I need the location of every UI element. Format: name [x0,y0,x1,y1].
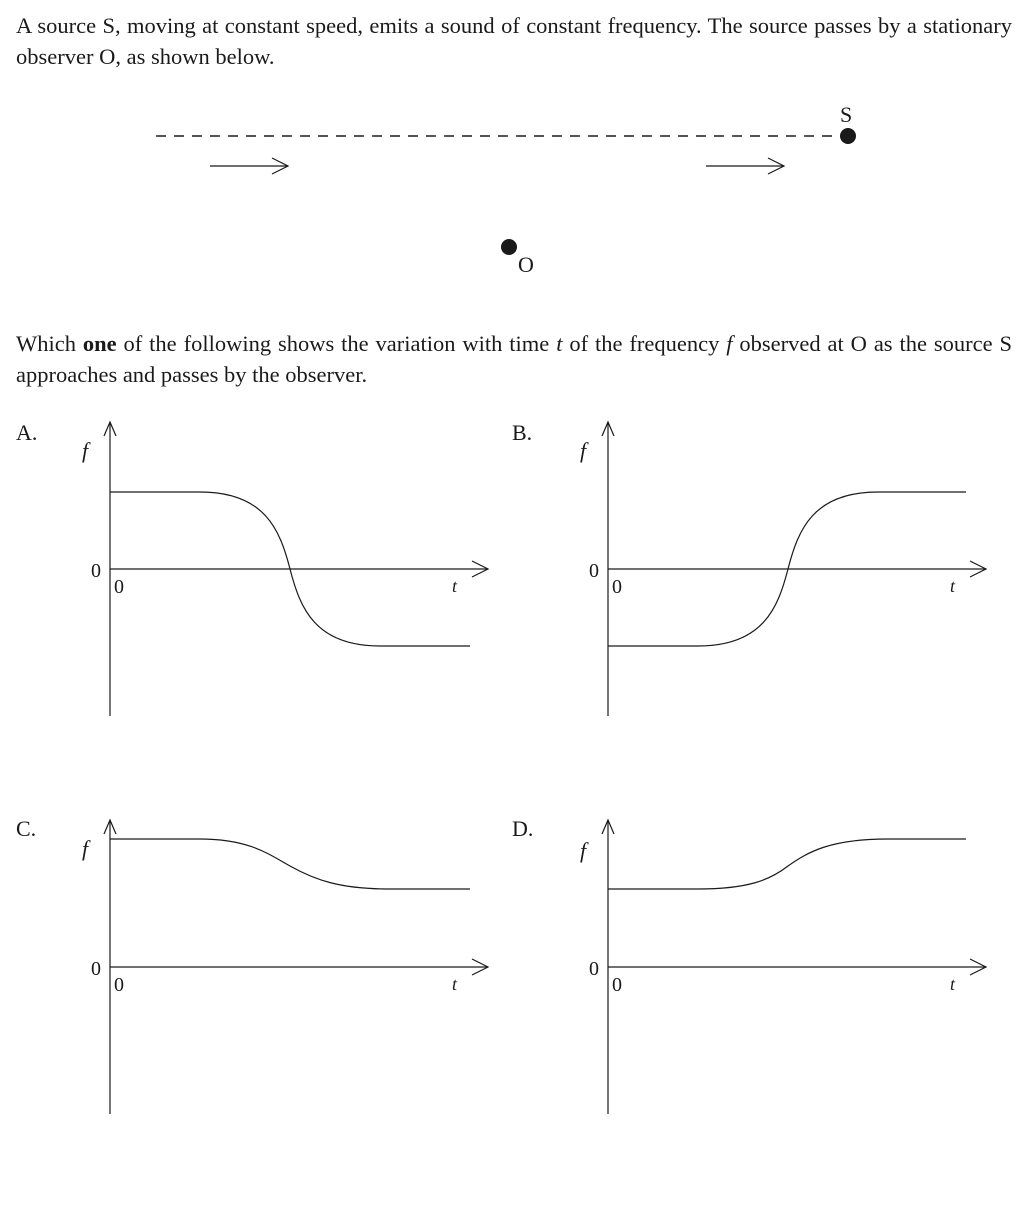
y-axis-label: f [580,838,587,863]
option-c-label[interactable]: C. [16,816,37,841]
x-axis-label: t [452,576,458,596]
stem-frequency-symbol: f [726,331,733,356]
question-stem [16,328,1012,390]
option-d-graph [580,820,986,1114]
y-origin-label: 0 [589,560,599,582]
observer-label: O [518,252,534,277]
stem-text-1: Which [16,331,83,356]
x-axis-label: t [452,974,458,994]
option-a-label[interactable]: A. [16,420,38,445]
option-c-graph [82,820,488,1114]
x-origin-label: 0 [612,576,622,598]
y-axis-label: f [580,438,587,463]
x-axis-label: t [950,576,956,596]
question-intro: A source S, moving at constant speed, emits a sound of constant frequency. The source passes by a stationary observer O, as shown below. [16,13,1012,69]
stem-emphasis: one [82,331,117,356]
x-axis-label: t [950,974,956,994]
stem-time-symbol: t [556,331,563,356]
y-axis-label: f [82,836,89,861]
option-a-graph [82,422,488,716]
stem-text-3: of the frequency [562,331,727,356]
direction-arrow-right [706,158,784,174]
y-origin-label: 0 [91,560,101,582]
source-dot [840,128,856,144]
y-origin-label: 0 [589,958,599,980]
direction-arrow-left [210,158,288,174]
frequency-curve [110,839,470,889]
x-origin-label: 0 [114,576,124,598]
frequency-curve [608,839,966,889]
observer-dot [501,239,517,255]
stem-text-2: of the following shows the variation with time [116,331,557,356]
option-b-label[interactable]: B. [512,420,533,445]
motion-diagram [156,102,856,277]
option-b-graph [580,422,986,716]
x-origin-label: 0 [612,974,622,996]
y-origin-label: 0 [91,958,101,980]
x-origin-label: 0 [114,974,124,996]
source-label: S [840,102,853,127]
option-d-label[interactable]: D. [512,816,534,841]
stem-text-4: observed at O as the source S approaches and passes by the observer. [16,331,1012,387]
y-axis-label: f [82,438,89,463]
